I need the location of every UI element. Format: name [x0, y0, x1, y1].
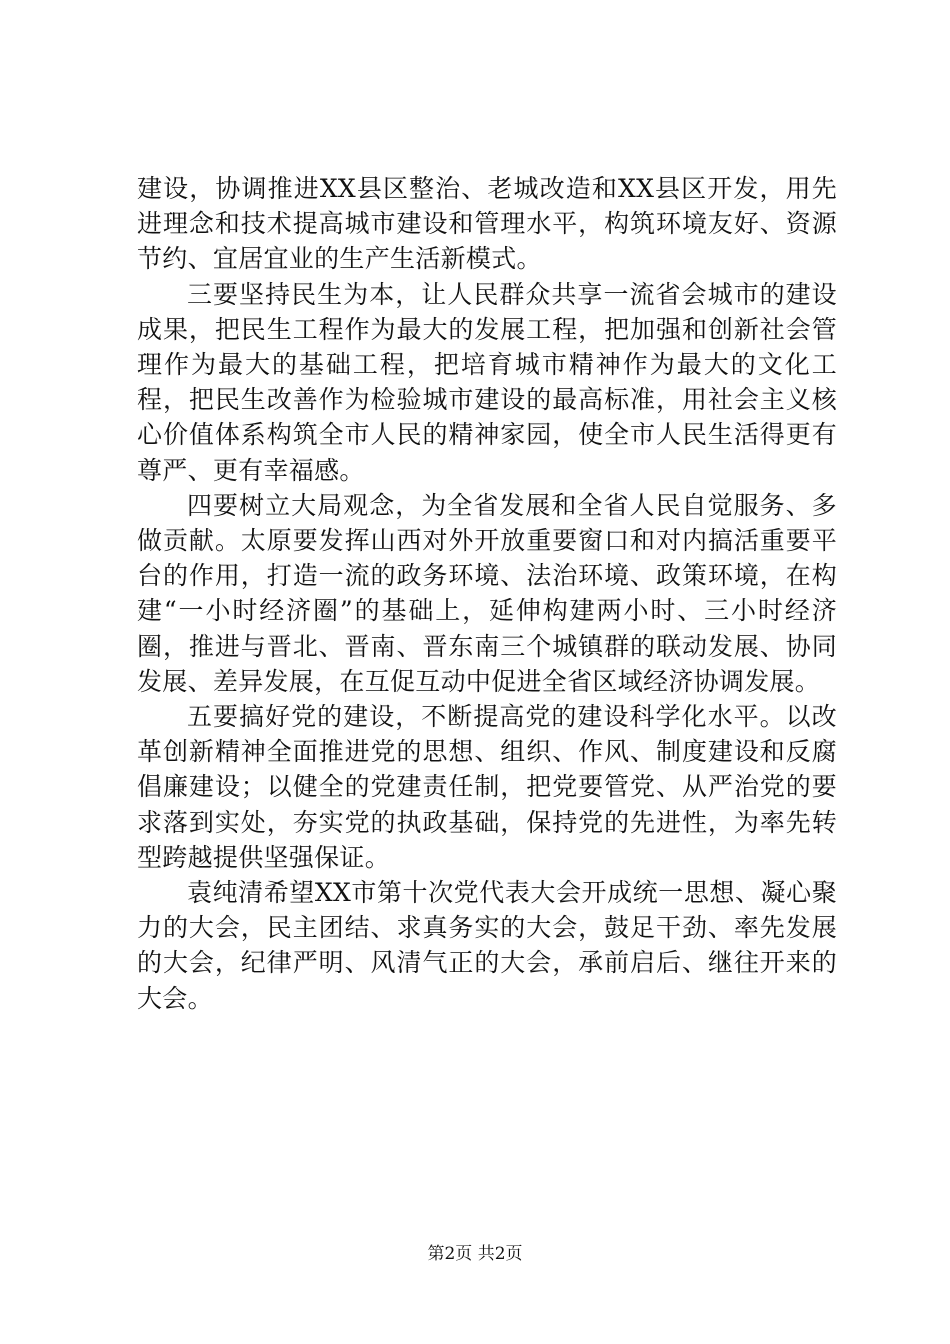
paragraph-closing: 袁纯清希望XX市第十次党代表大会开成统一思想、凝心聚力的大会，民主团结、求真务实的大会，鼓足干劲、率先发展的大会，纪律严明、风清气正的大会，承前启后、继往开来的大会。 [137, 878, 837, 1013]
page-number-footer: 第2页 共2页 [427, 1244, 523, 1264]
paragraph-point-four: 四要树立大局观念，为全省发展和全省人民自觉服务、多做贡献。太原要发挥山西对外开放重要窗口和对内搞活重要平台的作用，打造一流的政务环境、法治环境、政策环境，在构建“一小时经济圈”的基础上，延伸构建两小时、三小时经济圈，推进与晋北、晋南、晋东南三个城镇群的联动发展、协同发展、差异发展，在互促互动中促进全省区域经济协调发展。 [137, 490, 837, 696]
paragraph-point-three: 三要坚持民生为本，让人民群众共享一流省会城市的建设成果，把民生工程作为最大的发展工程，把加强和创新社会管理作为最大的基础工程，把培育城市精神作为最大的文化工程，把民生改善作为检验城市建设的最高标准，用社会主义核心价值体系构筑全市人民的精神家园，使全市人民生活得更有尊严、更有幸福感。 [137, 279, 837, 485]
paragraph-point-five: 五要搞好党的建设，不断提高党的建设科学化水平。以改革创新精神全面推进党的思想、组织、作风、制度建设和反腐倡廉建设；以健全的党建责任制，把党要管党、从严治党的要求落到实处，夯实党的执政基础，保持党的先进性，为率先转型跨越提供坚强保证。 [137, 702, 837, 872]
paragraph-continuation: 建设，协调推进XX县区整治、老城改造和XX县区开发，用先进理念和技术提高城市建设和管理水平，构筑环境友好、资源节约、宜居宜业的生产生活新模式。 [137, 174, 837, 274]
document-body [137, 171, 837, 1016]
